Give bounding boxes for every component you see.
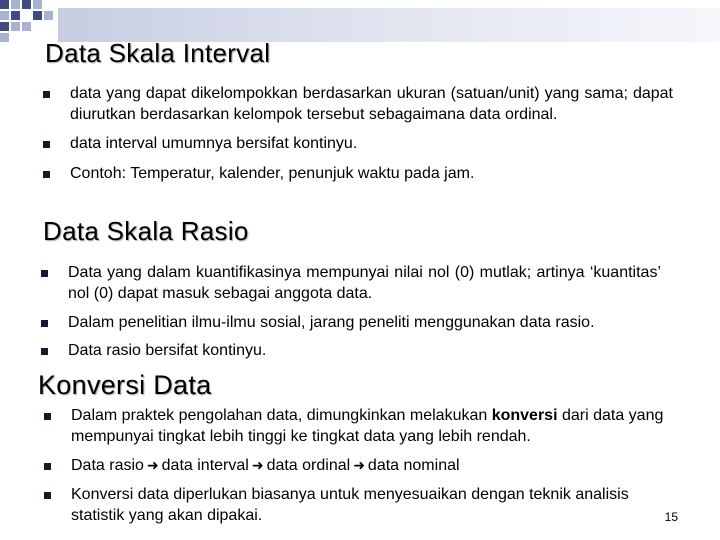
bullet-square-icon: [44, 463, 51, 470]
list-item: data interval umumnya bersifat kontinyu.: [70, 133, 673, 154]
list-item: Contoh: Temperatur, kalender, penunjuk waktu pada jam.: [70, 163, 673, 184]
arrow-right-icon: ➜: [353, 457, 365, 473]
arrow-right-icon: ➜: [251, 457, 264, 473]
interval-bullet-list: [70, 83, 673, 184]
list-item: Data rasio ➜ data interval ➜ data ordinal ➜ data nominal: [71, 455, 673, 476]
list-item: data yang dapat dikelompokkan berdasarkan ukuran (satuan/unit) yang sama; dapat diurutkan berdasarkan kelompok tersebut sebagaimana data ordinal.: [70, 83, 673, 125]
rasio-bullet-list: [68, 262, 661, 361]
section-title-konversi: Konversi Data: [38, 370, 212, 400]
list-item: Dalam penelitian ilmu-ilmu sosial, jarang peneliti menggunakan data rasio.: [68, 312, 661, 333]
bullet-square-icon: [43, 171, 50, 178]
bullet-square-icon: [41, 270, 48, 277]
konversi-bullet-list: [71, 405, 673, 526]
list-item: Dalam praktek pengolahan data, dimungkinkan melakukan konversi dari data yang mempunyai tingkat lebih tinggi ke tingkat data yang lebih rendah.: [71, 405, 673, 447]
list-item: Data yang dalam kuantifikasinya mempunyai nilai nol (0) mutlak; artinya ‘kuantitas’ nol (0) dapat masuk sebagai anggota data.: [68, 262, 661, 304]
bullet-square-icon: [43, 91, 50, 98]
section-title-rasio: Data Skala Rasio: [43, 216, 249, 246]
arrow-right-icon: ➜: [146, 457, 159, 473]
bullet-square-icon: [43, 141, 50, 148]
bullet-square-icon: [44, 492, 51, 499]
bullet-square-icon: [44, 413, 51, 420]
page-number: 15: [664, 510, 678, 524]
list-item: Data rasio bersifat kontinyu.: [68, 340, 661, 361]
section-title-interval: Data Skala Interval: [45, 38, 271, 68]
header-gradient-bar: [58, 8, 720, 42]
bullet-square-icon: [41, 348, 48, 355]
bullet-square-icon: [41, 320, 48, 327]
list-item: Konversi data diperlukan biasanya untuk menyesuaikan dengan teknik analisis statistik yang akan dipakai.: [71, 484, 651, 526]
